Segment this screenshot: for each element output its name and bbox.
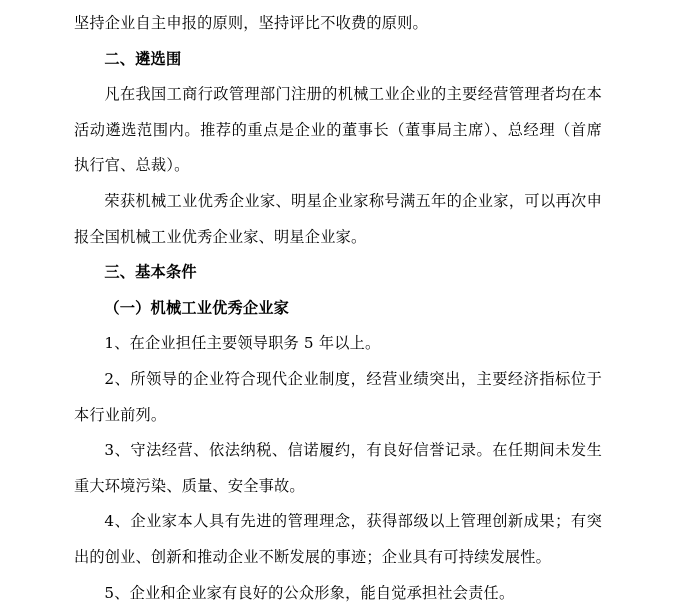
- paragraph-condition-4: 4、企业家本人具有先进的管理理念，获得部级以上管理创新成果；有突出的创业、创新和推动企业不断发展的事迹；企业具有可持续发展性。: [74, 504, 602, 575]
- paragraph-condition-3: 3、守法经营、依法纳税、信诺履约，有良好信誉记录。在任期间未发生重大环境污染、质量、安全事故。: [74, 433, 602, 504]
- paragraph-condition-5: 5、企业和企业家有良好的公众形象，能自觉承担社会责任。: [74, 576, 602, 611]
- heading-section-three: 三、基本条件: [74, 255, 602, 291]
- paragraph-condition-1: 1、在企业担任主要领导职务 5 年以上。: [74, 326, 602, 362]
- paragraph-scope-2: 荣获机械工业优秀企业家、明星企业家称号满五年的企业家，可以再次申报全国机械工业优秀企业家、明星企业家。: [74, 184, 602, 255]
- paragraph-scope-1: 凡在我国工商行政管理部门注册的机械工业企业的主要经营管理者均在本活动遴选范围内。推荐的重点是企业的董事长（董事局主席）、总经理（首席执行官、总裁）。: [74, 77, 602, 184]
- heading-section-two: 二、遴选围: [74, 42, 602, 78]
- paragraph-condition-2: 2、所领导的企业符合现代企业制度，经营业绩突出，主要经济指标位于本行业前列。: [74, 362, 602, 433]
- document-body: [74, 0, 602, 611]
- subheading-item-one: （一）机械工业优秀企业家: [74, 291, 602, 327]
- paragraph-principle-continuation: 坚持企业自主申报的原则，坚持评比不收费的原则。: [74, 6, 602, 42]
